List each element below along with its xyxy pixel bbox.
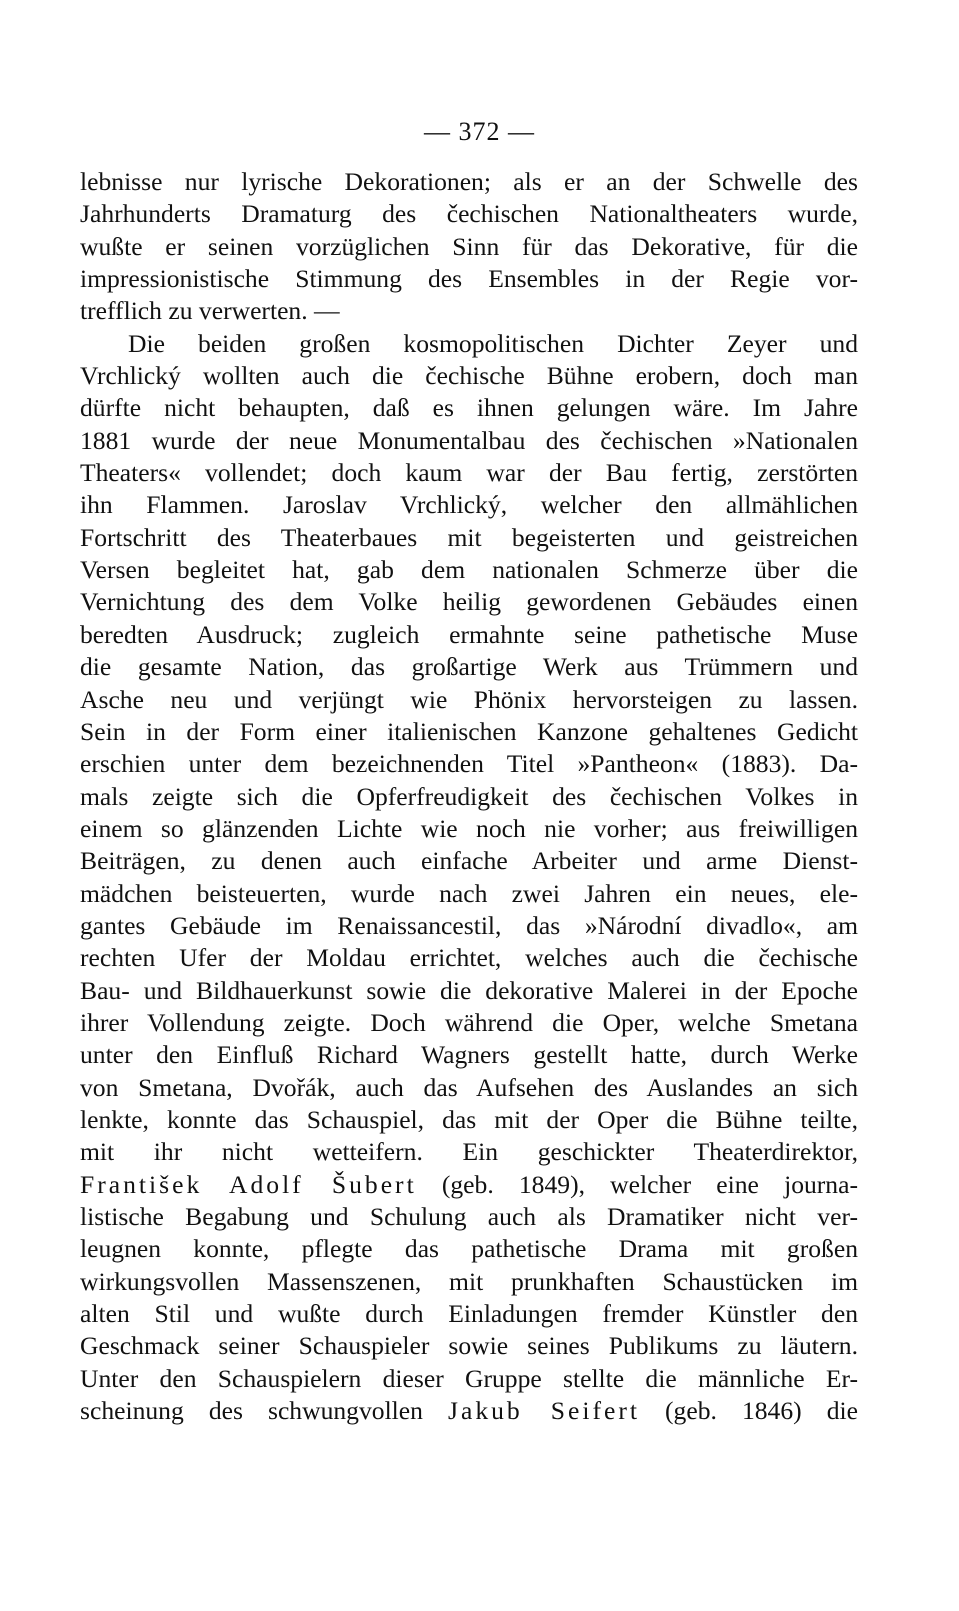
line-text: mals zeigte sich die Opferfreudigkeit des čechischen Volkes in	[80, 781, 858, 811]
line-text: lenkte, konnte das Schauspiel, das mit der Oper die Bühne teilte,	[80, 1104, 858, 1134]
text-line	[80, 748, 858, 780]
line-text: Die beiden großen kosmopolitischen Dichter Zeyer und	[128, 328, 858, 358]
line-text: 1881 wurde der neue Monumentalbau des čechischen »Nationalen	[80, 425, 858, 455]
text-line	[80, 1201, 858, 1233]
text-line	[80, 425, 858, 457]
line-text: unter den Einfluß Richard Wagners gestellt hatte, durch Werke	[80, 1040, 858, 1070]
text-line	[80, 263, 858, 295]
line-text: beredten Ausdruck; zugleich ermahnte seine pathetische Muse	[80, 619, 858, 649]
text-line	[80, 1330, 858, 1362]
text-line	[80, 716, 858, 748]
line-text: mit ihr nicht wetteifern. Ein geschickter Theaterdirektor,	[80, 1137, 858, 1167]
text-line	[80, 1169, 858, 1201]
line-text: die gesamte Nation, das großartige Werk aus Trümmern und	[80, 652, 858, 682]
text-line	[80, 392, 858, 424]
text-line	[80, 1298, 858, 1330]
line-text: (geb. 1849), welcher eine journa-	[416, 1169, 858, 1199]
text-line	[80, 1072, 858, 1104]
line-text: Vrchlický wollten auch die čechische Bühne erobern, doch man	[80, 361, 858, 391]
text-line	[80, 554, 858, 586]
text-line	[80, 1233, 858, 1265]
text-line	[80, 198, 858, 230]
text-line	[80, 813, 858, 845]
text-line	[80, 231, 858, 263]
text-line	[80, 1104, 858, 1136]
line-text: (geb. 1846) die	[639, 1396, 858, 1426]
line-text: Unter den Schauspielern dieser Gruppe stellte die männliche Er-	[80, 1363, 858, 1393]
line-text: mädchen beisteuerten, wurde nach zwei Jahren ein neues, ele-	[80, 878, 858, 908]
line-text: scheinung des schwungvollen	[80, 1396, 448, 1426]
line-text: erschien unter dem bezeichnenden Titel »Pantheon« (1883). Da-	[80, 749, 858, 779]
line-text: Asche neu und verjüngt wie Phönix hervorsteigen zu lassen.	[80, 684, 858, 714]
line-text: einem so glänzenden Lichte wie noch nie vorher; aus freiwilligen	[80, 813, 858, 843]
line-text: Geschmack seiner Schauspieler sowie seines Publikums zu läutern.	[80, 1331, 858, 1361]
text-line	[80, 619, 858, 651]
text-line	[80, 942, 858, 974]
text-line	[80, 910, 858, 942]
text-line	[80, 1395, 858, 1427]
line-text: alten Stil und wußte durch Einladungen fremder Künstler den	[80, 1299, 858, 1329]
text-line	[80, 845, 858, 877]
line-text: ihn Flammen. Jaroslav Vrchlický, welcher den allmählichen	[80, 490, 858, 520]
spaced-name: Jakub Seifert	[448, 1396, 640, 1426]
line-text: Vernichtung des dem Volke heilig gewordenen Gebäudes einen	[80, 587, 858, 617]
text-line	[80, 328, 858, 360]
line-text: Bau- und Bildhauerkunst sowie die dekorative Malerei in der Epoche	[80, 975, 858, 1005]
text-line	[80, 684, 858, 716]
text-line	[80, 586, 858, 618]
line-text: lebnisse nur lyrische Dekorationen; als er an der Schwelle des	[80, 167, 858, 196]
line-text: listische Begabung und Schulung auch als Dramatiker nicht ver-	[80, 1202, 858, 1231]
text-line	[80, 1136, 858, 1168]
line-text: gantes Gebäude im Renaissancestil, das »Národní divadlo«, am	[80, 910, 858, 940]
line-text: Jahrhunderts Dramaturg des čechischen Nationaltheaters wurde,	[80, 199, 858, 229]
line-text: impressionistische Stimmung des Ensembles in der Regie vor-	[80, 264, 858, 294]
text-line	[80, 1363, 858, 1395]
line-text: Theaters« vollendet; doch kaum war der Bau fertig, zerstörten	[80, 458, 858, 488]
text-line	[80, 781, 858, 813]
line-text: rechten Ufer der Moldau errichtet, welches auch die čechische	[80, 943, 858, 973]
line-text: wußte er seinen vorzüglichen Sinn für das Dekorative, für die	[80, 231, 858, 261]
text-line	[80, 489, 858, 521]
page-number: — 372 —	[424, 117, 535, 146]
line-text: Beiträgen, zu denen auch einfache Arbeiter und arme Dienst-	[80, 846, 858, 876]
line-text: dürfte nicht behaupten, daß es ihnen gelungen wäre. Im Jahre	[80, 393, 858, 423]
line-text: leugnen konnte, pflegte das pathetische Drama mit großen	[80, 1234, 858, 1264]
text-line	[80, 360, 858, 392]
text-line	[80, 1266, 858, 1298]
text-line	[80, 1007, 858, 1039]
text-line	[80, 878, 858, 910]
text-line	[80, 1039, 858, 1071]
text-line	[80, 166, 858, 198]
text-line	[80, 457, 858, 489]
text-line	[80, 295, 858, 327]
line-text: Fortschritt des Theaterbaues mit begeisterten und geistreichen	[80, 522, 858, 552]
line-text: wirkungsvollen Massenszenen, mit prunkhaften Schaustücken im	[80, 1266, 858, 1296]
body-text	[80, 166, 858, 1427]
text-line	[80, 651, 858, 683]
line-text: Versen begleitet hat, gab dem nationalen Schmerze über die	[80, 555, 858, 585]
spaced-name: František Adolf Šubert	[80, 1169, 417, 1199]
text-line	[80, 522, 858, 554]
text-line	[80, 975, 858, 1007]
line-text: ihrer Vollendung zeigte. Doch während die Oper, welche Smetana	[80, 1007, 858, 1037]
line-text: Sein in der Form einer italienischen Kanzone gehaltenes Gedicht	[80, 716, 858, 746]
line-text: trefflich zu verwerten. —	[80, 296, 340, 326]
line-text: von Smetana, Dvořák, auch das Aufsehen des Auslandes an sich	[80, 1072, 858, 1102]
